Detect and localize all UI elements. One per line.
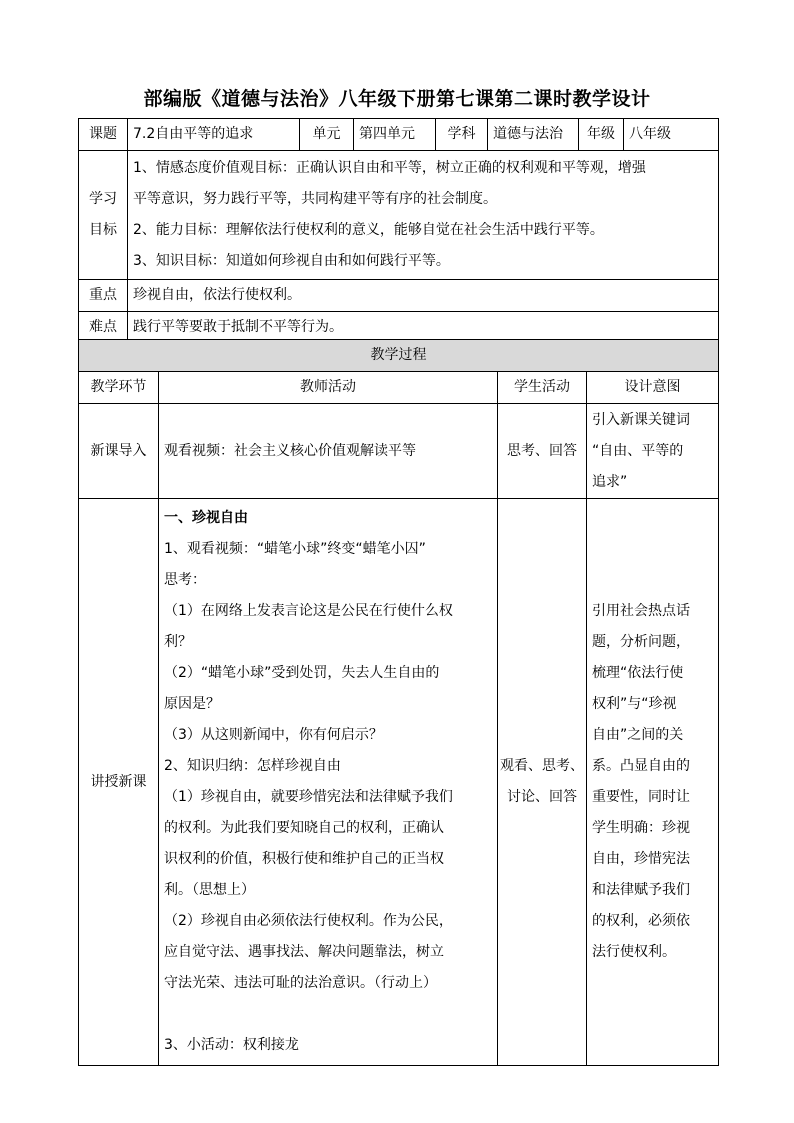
lecture-teacher-activity: [159, 499, 498, 1066]
intent-line: 学生明确：珍视: [592, 820, 690, 836]
course-value: 7.2自由平等的追求: [128, 119, 300, 151]
intent-line: 题，分析问题，: [592, 634, 690, 650]
lecture-design-intent: [587, 499, 719, 1066]
unit-label: 单元: [300, 119, 354, 151]
lecture-student-activity: 观看、思考、讨论、回答: [498, 499, 587, 1066]
difficulty-value: 践行平等要敢于抵制不平等行为。: [128, 312, 719, 344]
column-header-stage: 教学环节: [79, 372, 159, 404]
intent-line: “自由、平等的: [592, 442, 684, 459]
teaching-process-table: [78, 339, 719, 1066]
teacher-line: （2）珍视自由必须依法行使权利。作为公民，: [164, 913, 453, 929]
intent-line: 引用社会热点话: [592, 603, 690, 619]
column-header-student: 学生活动: [498, 372, 587, 404]
teacher-line: 守法光荣、违法可耻的法治意识。（行动上）: [164, 975, 437, 991]
goals-label-line-1: 学习: [89, 191, 117, 207]
goal-line: 3、知识目标：知道如何珍视自由和如何践行平等。: [133, 253, 450, 269]
teacher-line: 利？: [164, 634, 192, 650]
key-point-value: 珍视自由，依法行使权利。: [128, 280, 719, 312]
teacher-line: （1）在网络上发表言论这是公民在行使什么权: [164, 603, 453, 619]
teacher-line: 原因是？: [164, 696, 220, 712]
grade-value: 八年级: [624, 119, 719, 151]
intent-line: 自由，珍惜宪法: [592, 851, 690, 867]
goals-label: [79, 151, 128, 280]
difficulty-label: 难点: [79, 312, 128, 344]
goals-content: [128, 151, 719, 280]
intent-line: 权利”与“珍视: [592, 696, 677, 712]
teacher-line: 思考：: [164, 572, 206, 588]
intent-line: 法行使权利。: [592, 944, 676, 960]
teacher-line: 1、观看视频：“蜡笔小球”终变“蜡笔小囚”: [164, 541, 426, 557]
intent-line: 重要性，同时让: [592, 789, 690, 805]
section-heading: 一、珍视自由: [164, 510, 248, 526]
intro-stage: 新课导入: [79, 404, 159, 499]
lecture-stage: 讲授新课: [79, 499, 159, 1066]
unit-value: 第四单元: [354, 119, 436, 151]
course-label: 课题: [79, 119, 128, 151]
column-header-teacher: 教师活动: [159, 372, 498, 404]
teacher-line: （1）珍视自由，就要珍惜宪法和法律赋予我们: [164, 789, 453, 805]
subject-value: 道德与法治: [488, 119, 579, 151]
course-info-table: [78, 118, 719, 344]
page-title: 部编版《道德与法治》八年级下册第七课第二课时教学设计: [143, 88, 651, 110]
key-point-label: 重点: [79, 280, 128, 312]
goal-line: 2、能力目标：理解依法行使权利的意义，能够自觉在社会生活中践行平等。: [133, 222, 604, 238]
goal-line: 平等意识，努力践行平等，共同构建平等有序的社会制度。: [133, 191, 497, 207]
intent-line: 引入新课关键词: [592, 411, 690, 428]
teacher-line: 应自觉守法、遇事找法、解决问题靠法，树立: [164, 944, 444, 960]
subject-label: 学科: [436, 119, 488, 151]
grade-label: 年级: [579, 119, 624, 151]
column-header-intent: 设计意图: [587, 372, 719, 404]
teacher-line: （3）从这则新闻中，你有何启示？: [164, 727, 383, 743]
teacher-line: 3、小活动：权利接龙: [164, 1037, 299, 1053]
intent-line: 自由”之间的关: [592, 727, 684, 743]
teacher-line: 2、知识归纳：怎样珍视自由: [164, 758, 341, 774]
blank-line: [164, 999, 492, 1030]
process-header: 教学过程: [79, 340, 719, 372]
teacher-line: 的权利。为此我们要知晓自己的权利，正确认: [164, 820, 444, 836]
intent-line: 追求”: [592, 473, 628, 490]
teacher-line: 识权利的价值，积极行使和维护自己的正当权: [164, 851, 444, 867]
intent-line: 和法律赋予我们: [592, 882, 690, 898]
intro-design-intent: [587, 404, 719, 499]
teacher-line: 利。（思想上）: [164, 882, 255, 898]
goals-label-line-2: 目标: [89, 222, 117, 238]
goal-line: 1、情感态度价值观目标：正确认识自由和平等，树立正确的权利观和平等观，增强: [133, 160, 646, 176]
teacher-line: （2）“蜡笔小球”受到处罚，失去人生自由的: [164, 665, 440, 681]
intent-line: 系。凸显自由的: [592, 758, 690, 774]
intro-teacher-activity: 观看视频：社会主义核心价值观解读平等: [159, 404, 498, 499]
intent-line: 的权利，必须依: [592, 913, 690, 929]
intent-line: 梳理“依法行使: [592, 665, 684, 681]
intro-student-activity: 思考、回答: [498, 404, 587, 499]
